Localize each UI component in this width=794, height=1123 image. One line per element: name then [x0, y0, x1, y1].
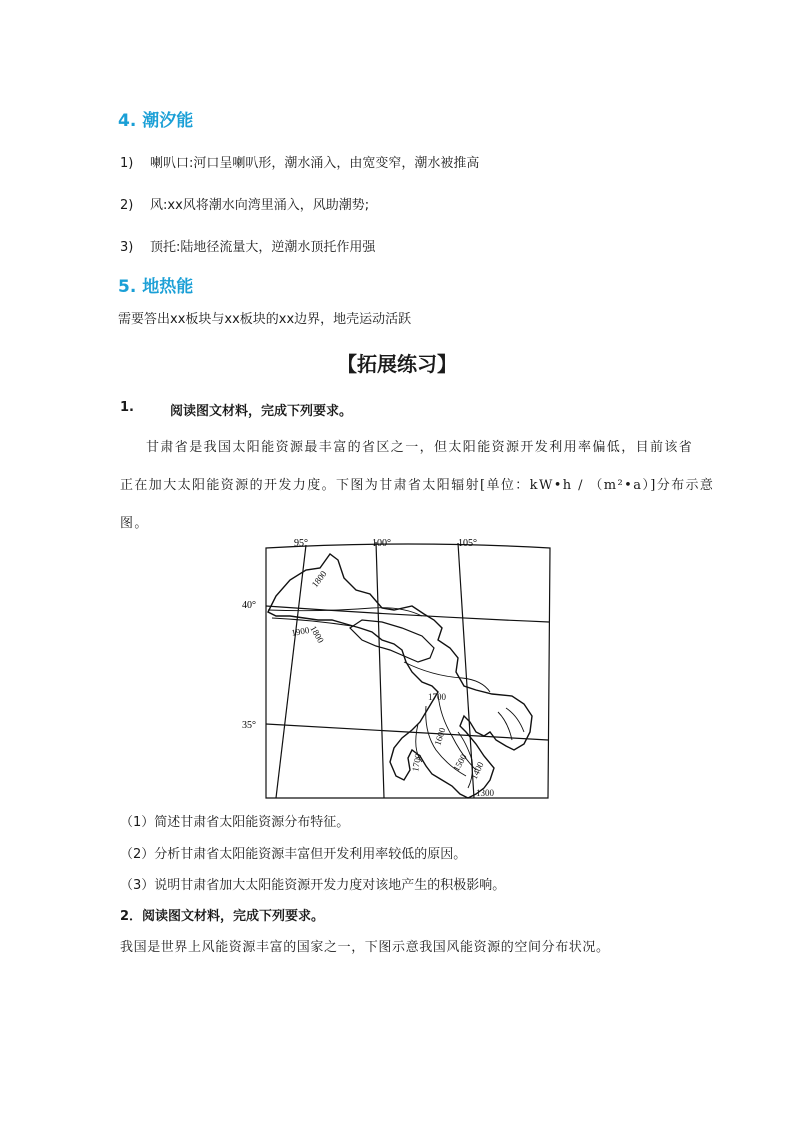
list-item-text: 喇叭口:河口呈喇叭形，潮水涌入，由宽变窄，潮水被推高: [150, 156, 480, 171]
meridian-100: [376, 542, 384, 798]
question-1-number: 1.: [120, 400, 134, 415]
list-item-text: 风:xx风将潮水向湾里涌入，风助潮势;: [150, 198, 370, 213]
lon-label: 95°: [294, 538, 308, 549]
question-1-title: 阅读图文材料，完成下列要求。: [170, 404, 353, 419]
isoline-label: 1800: [308, 624, 326, 645]
gansu-solar-radiation-map: [242, 536, 554, 802]
list-item-number: 1): [120, 156, 134, 171]
practice-title: 【拓展练习】: [337, 352, 457, 376]
lat-label: 40°: [242, 600, 256, 611]
question-1-paragraph-line-1: 甘肃省是我国太阳能资源最丰富的省区之一，但太阳能资源开发利用率偏低，目前该省: [146, 440, 694, 455]
list-item: [120, 236, 375, 255]
enclave-outline: [350, 620, 434, 662]
question-1-sub-1: （1）简述甘肃省太阳能资源分布特征。: [120, 815, 350, 830]
isoline-label: 1800: [309, 568, 329, 590]
isoline-label: 1900: [290, 624, 311, 638]
list-item-number: 3): [120, 240, 134, 255]
isoline-label: 1700: [410, 752, 424, 773]
geothermal-text: 需要答出xx板块与xx板块的xx边界，地壳运动活跃: [118, 312, 412, 327]
list-item: [120, 152, 479, 171]
isoline-label: 1700: [428, 692, 446, 702]
question-1-paragraph-line-3: 图。: [120, 516, 149, 531]
lat-label: 35°: [242, 720, 256, 731]
lat-labels: [242, 600, 256, 731]
isoline-label: 1300: [476, 788, 494, 798]
question-2-title: 2．阅读图文材料，完成下列要求。: [120, 909, 325, 924]
parallel-35: [266, 724, 548, 740]
list-item-number: 2): [120, 198, 134, 213]
lon-label: 100°: [372, 538, 391, 549]
isoline: [498, 712, 512, 740]
question-1-sub-3: （3）说明甘肃省加大太阳能资源开发力度对该地产生的积极影响。: [120, 878, 506, 893]
section-heading-tidal: 4. 潮汐能: [118, 111, 194, 131]
question-1-sub-2: （2）分析甘肃省太阳能资源丰富但开发利用率较低的原因。: [120, 847, 467, 862]
section-heading-geothermal: 5. 地热能: [118, 277, 194, 297]
question-2-text: 我国是世界上风能资源丰富的国家之一，下图示意我国风能资源的空间分布状况。: [120, 940, 610, 955]
list-item: [120, 194, 369, 213]
isoline-label: 1400: [468, 760, 486, 781]
lon-label: 105°: [458, 538, 477, 549]
parallel-40: [266, 606, 549, 622]
province-outline: [268, 554, 532, 798]
isoline-label: 1500: [451, 752, 469, 773]
meridian-95: [276, 545, 306, 798]
question-1-paragraph-line-2: 正在加大太阳能资源的开发力度。下图为甘肃省太阳辐射[单位：kW•h / （m²•a）]分布示意: [120, 478, 715, 493]
isoline-label: 1600: [432, 726, 448, 747]
list-item-text: 顶托:陆地径流量大，逆潮水顶托作用强: [150, 240, 376, 255]
